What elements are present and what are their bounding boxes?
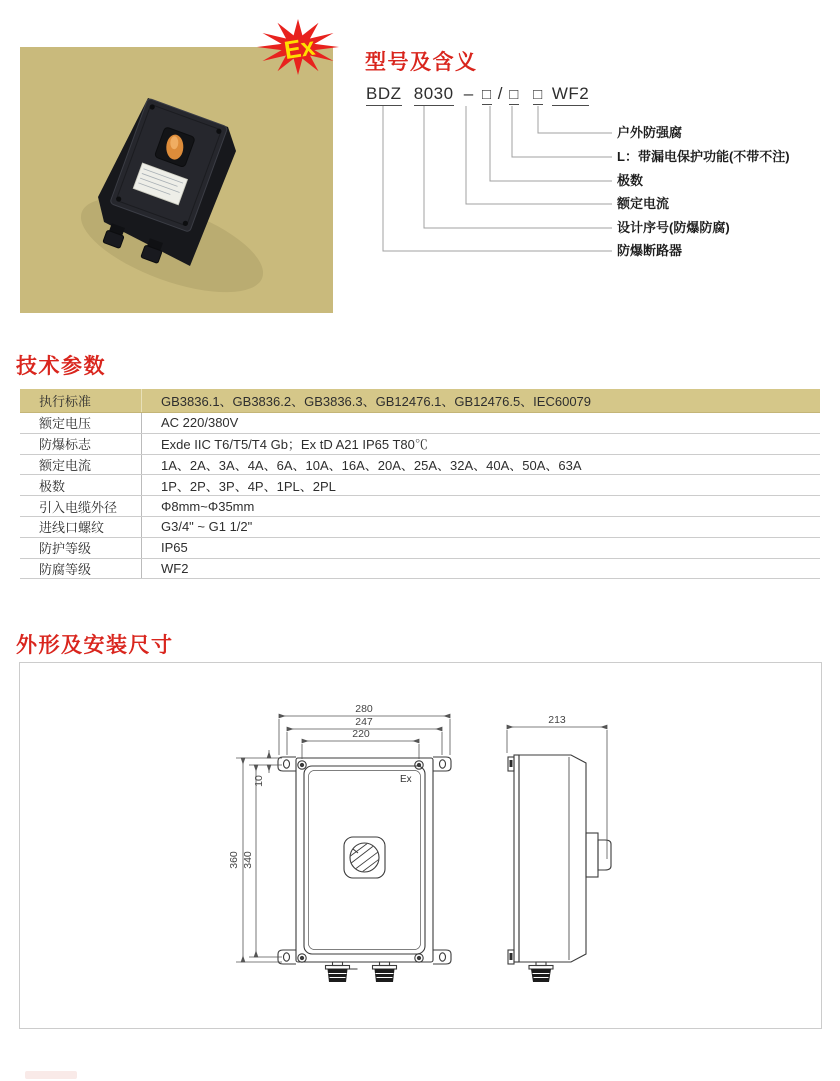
row-label: 防爆标志 <box>20 434 142 454</box>
model-segment-leakage-box: □ <box>533 86 543 103</box>
row-label: 额定电流 <box>20 455 142 475</box>
row-value: WF2 <box>161 560 189 576</box>
dim-width-holes: 247 <box>355 716 373 728</box>
dim-height-holes: 340 <box>242 851 254 869</box>
dim-height-outer: 360 <box>228 851 240 869</box>
row-label: 额定电压 <box>20 413 142 433</box>
callout-breaker: 防爆断路器 <box>617 243 683 258</box>
row-value: 1P、2P、3P、4P、1PL、2PL <box>161 478 336 494</box>
row-label: 防腐等级 <box>20 559 142 579</box>
model-segment-dash: – <box>463 84 474 103</box>
cover-screws <box>298 761 423 962</box>
side-cable-gland <box>529 962 553 982</box>
dim-width-switch: 220 <box>352 728 370 740</box>
table-row <box>20 413 820 434</box>
callout-rated-current: 额定电流 <box>617 196 670 211</box>
ex-badge-text: Ex <box>282 32 317 65</box>
dimension-drawing-panel <box>19 662 822 1029</box>
table-row <box>20 434 820 455</box>
table-row <box>20 517 820 538</box>
ex-certification-badge <box>255 16 341 80</box>
table-row <box>20 559 820 580</box>
front-cable-glands <box>326 962 397 982</box>
table-row <box>20 475 820 496</box>
row-value: 1A、2A、3A、4A、6A、10A、16A、20A、25A、32A、40A、50A、63A <box>161 457 582 473</box>
row-label: 进线口螺纹 <box>20 517 142 537</box>
product-photo <box>20 47 333 313</box>
front-dimensions <box>236 716 450 962</box>
callout-outdoor-anticorrosion: 户外防强腐 <box>617 125 683 140</box>
table-row <box>20 389 820 413</box>
section-title-model: 型号及含义 <box>365 51 478 74</box>
row-label: 引入电缆外径 <box>20 496 142 516</box>
tech-parameters-table <box>20 389 820 579</box>
dimension-drawing <box>20 663 821 1028</box>
model-segment-series: BDZ <box>366 84 402 106</box>
model-segment-current-box: □ <box>482 86 492 103</box>
model-segment-wf2: WF2 <box>552 84 589 106</box>
dim-depth: 213 <box>548 714 566 726</box>
table-row <box>20 455 820 476</box>
section-title-outline: 外形及安装尺寸 <box>16 634 174 657</box>
callout-design-serial: 设计序号(防爆防腐) <box>617 220 730 235</box>
table-row <box>20 538 820 559</box>
dim-width-outer: 280 <box>355 703 373 715</box>
rotary-switch <box>344 837 386 878</box>
model-code <box>366 84 589 106</box>
side-dimensions <box>507 727 607 859</box>
model-segment-poles-box: □ <box>509 86 519 103</box>
row-value: GB3836.1、GB3836.2、GB3836.3、GB12476.1、GB12476.5、IEC60079 <box>161 394 592 409</box>
row-label: 执行标准 <box>20 389 142 412</box>
row-label: 极数 <box>20 475 142 495</box>
row-value: G3/4" ~ G1 1/2" <box>161 519 253 535</box>
footer-smudge <box>25 1071 77 1079</box>
row-value: IP65 <box>161 540 188 556</box>
side-view <box>508 755 611 982</box>
model-segment-slash: / <box>497 84 504 103</box>
row-value: AC 220/380V <box>161 415 239 431</box>
section-title-tech: 技术参数 <box>16 355 106 378</box>
callout-poles: 极数 <box>617 173 644 188</box>
table-row <box>20 496 820 517</box>
ex-mark-label: Ex <box>400 774 412 785</box>
model-segment-design-no: 8030 <box>414 84 454 106</box>
dim-hole-offset: 10 <box>253 775 265 787</box>
row-value: Φ8mm~Φ35mm <box>161 498 255 514</box>
callout-leakage-protection: L：带漏电保护功能(不带不注) <box>617 149 790 164</box>
front-view <box>278 757 451 982</box>
row-label: 防护等级 <box>20 538 142 558</box>
row-value: Exde IIC T6/T5/T4 Gb；Ex tD A21 IP65 T80℃ <box>161 437 428 453</box>
